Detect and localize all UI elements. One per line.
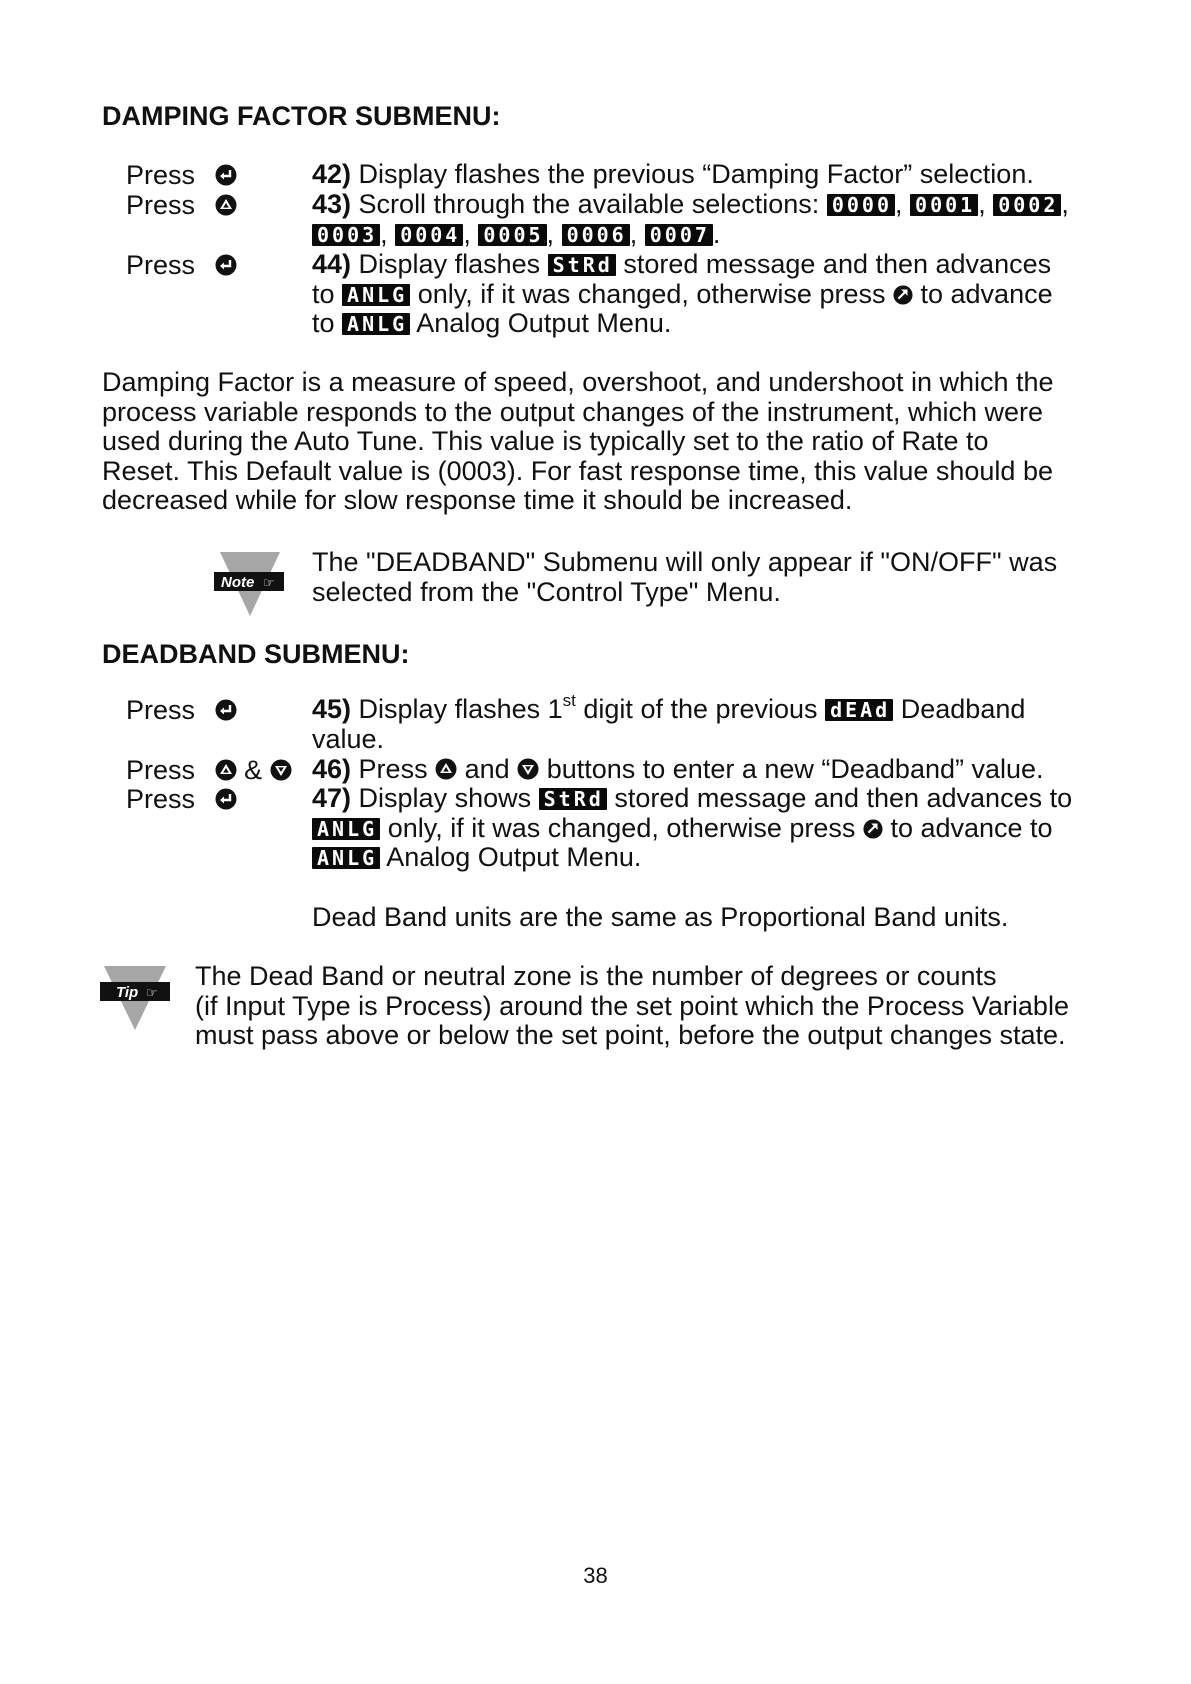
enter-button-icon xyxy=(215,254,237,276)
lcd-store: StRd xyxy=(539,788,607,810)
lcd-anlg: ANLG xyxy=(312,818,380,840)
lcd-selection-0004: 0004 xyxy=(395,224,463,246)
lcd-selection-0007: 0007 xyxy=(645,224,713,246)
deadband-heading: DEADBAND SUBMENU: xyxy=(102,639,410,669)
pointing-hand-icon: ☞ xyxy=(263,576,275,591)
lcd-selection-0002: 0002 xyxy=(993,194,1061,216)
note-text: The "DEADBAND" Submenu will only appear if "ON/OFF" was selected from the "Control Type" Menu. xyxy=(312,547,1058,607)
lcd-selection-0005: 0005 xyxy=(478,224,546,246)
deadband-units-note: Dead Band units are the same as Proportional Band units. xyxy=(312,902,1009,932)
down-button-icon xyxy=(270,759,292,781)
up-button-icon xyxy=(215,194,237,216)
damping-heading: DAMPING FACTOR SUBMENU: xyxy=(102,101,501,131)
lcd-anlg: ANLG xyxy=(342,284,410,306)
lcd-selection-0000: 0000 xyxy=(827,194,895,216)
tip-text: The Dead Band or neutral zone is the number of degrees or counts (if Input Type is Process) around the set point which the Process Variable must pass above or below the set point, before the output changes state. xyxy=(195,961,1069,1050)
pointing-hand-icon: ☞ xyxy=(146,986,158,1001)
step-42: 42) Display flashes the previous “Damping Factor” selection. xyxy=(312,159,1034,189)
step-45: 45) Display flashes 1st digit of the previous dEAd Deadband value. xyxy=(312,691,1026,754)
press-enter-42: Press xyxy=(126,160,237,190)
up-button-icon xyxy=(435,758,457,780)
page-number: 38 xyxy=(583,1563,608,1588)
step-43: 43) Scroll through the available selections: 0000 , 0001 , 0002 , 0003 , 0004 , 0005 , 0006 , 0007 . xyxy=(312,189,1069,249)
advance-button-icon xyxy=(893,285,913,305)
up-button-icon xyxy=(215,759,237,781)
lcd-selection-0001: 0001 xyxy=(910,194,978,216)
note-label: Note xyxy=(221,574,255,591)
lcd-anlg: ANLG xyxy=(312,847,380,869)
advance-button-icon xyxy=(863,819,883,839)
step-44: 44) Display flashes StRd stored message and then advances to ANLG only, if it was changed, otherwise press to advance to ANLG Analog Output Menu. xyxy=(312,249,1053,338)
tip-icon xyxy=(100,964,170,1032)
damping-description: Damping Factor is a measure of speed, overshoot, and undershoot in which the process variable responds to the output changes of the instrument, which were used during the Auto Tune. This value is typically set to the ratio of Rate to Reset. This Default value is (0003). For fast response time, this value should be decreased while for slow response time it should be increased. xyxy=(102,367,1054,515)
enter-button-icon xyxy=(215,788,237,810)
lcd-anlg: ANLG xyxy=(342,313,410,335)
press-enter-47: Press xyxy=(126,784,237,814)
lcd-store: StRd xyxy=(548,254,616,276)
lcd-selection-0006: 0006 xyxy=(562,224,630,246)
lcd-selection-0003: 0003 xyxy=(312,224,380,246)
tip-label: Tip xyxy=(116,984,139,1001)
press-up-43: Press xyxy=(126,190,237,220)
step-46: 46) Press and buttons to enter a new “Deadband” value. xyxy=(312,754,1044,784)
press-enter-45: Press xyxy=(126,695,237,725)
lcd-dead: dEAd xyxy=(825,699,893,721)
down-button-icon xyxy=(517,758,539,780)
step-47: 47) Display shows StRd stored message and then advances to ANLG only, if it was changed, otherwise press to advance to ANLG Analog Output Menu. xyxy=(312,783,1073,872)
enter-button-icon xyxy=(215,699,237,721)
press-up-down-46: Press & xyxy=(126,755,292,785)
press-enter-44: Press xyxy=(126,250,237,280)
note-icon xyxy=(214,550,284,618)
enter-button-icon xyxy=(215,164,237,186)
